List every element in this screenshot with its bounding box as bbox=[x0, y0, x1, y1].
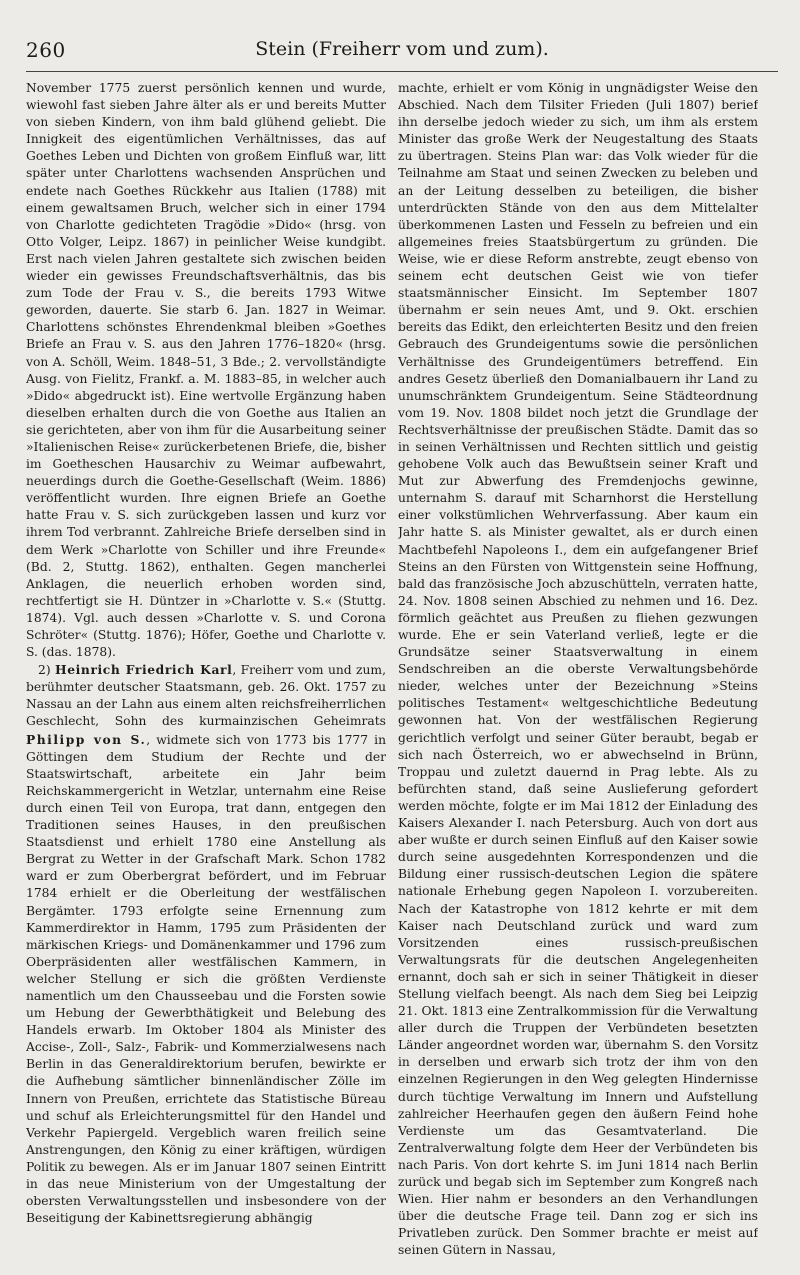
paragraph-heinrich bbox=[26, 661, 386, 1227]
entry-body: , widmete sich von 1773 bis 1777 in Göttingen dem Studium der Rechte und der Staatswirtschaft, arbeitete ein Jahr beim Reichskammergericht in Wetzlar, unternahm eine Reise durch einen Teil von Europa, trat dann, entgegen den Traditionen seines Hauses, in den preußischen Staatsdienst und erhielt 1780 eine Anstellung als Bergrat zu Wetter in der Grafschaft Mark. Schon 1782 ward er zum Oberbergrat befördert, und im Februar 1784 erhielt er die Oberleitung der westfälischen Bergämter. 1793 erfolgte seine Ernennung zum Kammerdirektor in Hamm, 1795 zum Präsidenten der märkischen Kriegs- und Domänenkammer und 1796 zum Oberpräsidenten aller westfälischen Kammern, in welcher Stellung er sich die größten Verdienste namentlich um den Chausseebau und die Forsten sowie um Hebung der Gewerbthätigkeit und Belebung des Handels erwarb. Im Oktober 1804 als Minister des Accise-, Zoll-, Salz-, Fabrik- und Kommerzialwesens nach Berlin in das Generaldirektorium berufen, bewirkte er die Aufhebung sämtlicher binnenländischer Zölle im Innern von Preußen, errichtete das Statistische Büreau und schuf als Erleichterungsmittel für den Handel und Verkehr Papiergeld. Vergeblich waren freilich seine Anstrengungen, den König zu einer kräftigen, würdigen Politik zu bewegen. Als er im Januar 1807 seinen Eintritt in das neue Ministerium von der Umgestaltung der obersten Verwaltungsstellen und insbesondere von der Beseitigung der Kabinettsregierung abhängig bbox=[26, 732, 386, 1226]
right-column bbox=[398, 80, 758, 1260]
page-number: 260 bbox=[26, 38, 66, 62]
running-head: Stein (Freiherr vom und zum). bbox=[255, 38, 549, 60]
father-name: Philipp von S. bbox=[26, 731, 147, 747]
entry-lemma: Heinrich Friedrich Karl bbox=[55, 662, 233, 678]
entry-intro: , Freiherr vom und zum, berühmter deutscher Staatsmann, geb. 26. Okt. 1757 zu Nassau an der Lahn aus einem alten reichsfreiherrlichen Geschlecht, Sohn des kurmainzischen Geheimrats bbox=[26, 663, 386, 729]
page-header bbox=[26, 38, 778, 68]
left-column bbox=[26, 80, 386, 1260]
entry-number: 2) bbox=[38, 663, 51, 678]
header-rule bbox=[26, 71, 778, 72]
paragraph-charlotte: November 1775 zuerst persönlich kennen und wurde, wiewohl fast sieben Jahre älter als er und bereits Mutter von sieben Kindern, von ihm bald glühend geliebt. Die Innigkeit des eigentümlichen Verhältnisses, das auf Goethes Leben und Dichten von großem Einfluß war, litt später unter Charlottens wachsenden Ansprüchen und endete nach Goethes Rückkehr aus Italien (1788) mit einem gewaltsamen Bruch, welcher sich in einer 1794 von Charlotte gedichteten Tragödie »Dido« (hrsg. von Otto Volger, Leipz. 1867) in peinlicher Weise kundgibt. Erst nach vielen Jahren gestaltete sich zwischen beiden wieder ein gewisses Freundschaftsverhältnis, das bis zum Tode der Frau v. S., die bereits 1793 Witwe geworden, dauerte. Sie starb 6. Jan. 1827 in Weimar. Charlottens schönstes Ehrendenkmal bleiben »Goethes Briefe an Frau v. S. aus den Jahren 1776–1820« (hrsg. von A. Schöll, Weim. 1848–51, 3 Bde.; 2. vervollständigte Ausg. von Fielitz, Frankf. a. M. 1883–85, in welcher auch »Dido« abgedruckt ist). Eine wertvolle Ergänzung haben dieselben erhalten durch die von Goethe aus Italien an sie gerichteten, aber von ihm für die Ausarbeitung seiner »Italienischen Reise« zurückerbetenen Briefe, die, bisher im Goetheschen Hausarchiv zu Weimar aufbewahrt, neuerdings durch die Goethe-Gesellschaft (Weim. 1886) veröffentlicht wurden. Ihre eignen Briefe an Goethe hatte Frau v. S. sich zurückgeben lassen und kurz vor ihrem Tod verbrannt. Zahlreiche Briefe derselben sind in dem Werk »Charlotte von Schiller und ihre Freunde« (Bd. 2, Stuttg. 1862), enthalten. Gegen mancherlei Anklagen, die neuerlich erhoben worden sind, rechtfertigt sie H. Düntzer in »Charlotte v. S.« (Stuttg. 1874). Vgl. auch dessen »Charlotte v. S. und Corona Schröter« (Stuttg. 1876); Höfer, Goethe und Charlotte v. S. (das. 1878). bbox=[26, 81, 386, 660]
paragraph-continuation: machte, erhielt er vom König in ungnädigster Weise den Abschied. Nach dem Tilsiter Frieden (Juli 1807) berief ihn derselbe jedoch wieder zu sich, um ihm als erstem Minister das große Werk der Neugestaltung des Staats zu übertragen. Steins Plan war: das Volk wieder für die Teilnahme am Staat und seinen Zwecken zu beleben und an der Leitung desselben zu beteiligen, die bisher unterdrückten Stände von den aus dem Mittelalter überkommenen Lasten und Fesseln zu befreien und ein allgemeines freies Staatsbürgertum zu gründen. Die Weise, wie er diese Reform anstrebte, zeugt ebenso von seinem echt deutschen Geist wie von tiefer staatsmännischer Einsicht. Im September 1807 übernahm er sein neues Amt, und 9. Okt. erschien bereits das Edikt, den erleichterten Besitz und den freien Gebrauch des Grundeigentums sowie die persönlichen Verhältnisse des Grundeigentümers betreffend. Ein andres Gesetz überließ den Domanialbauern ihr Land zu unumschränktem Grundeigentum. Seine Städteordnung vom 19. Nov. 1808 bildet noch jetzt die Grundlage der Rechtsverhältnisse der preußischen Städte. Damit das so in seinen Verhältnissen und Rechten sittlich und geistig gehobene Volk auch das Bewußtsein seiner Kraft und Mut zur Abwerfung des Fremdenjochs gewinne, unternahm S. darauf mit Scharnhorst die Herstellung einer volkstümlichen Wehrverfassung. Aber kaum ein Jahr hatte S. als Minister gewaltet, als er durch einen Machtbefehl Napoleons I., dem ein aufgefangener Brief Steins an den Fürsten von Wittgenstein seine Hoffnung, bald das französische Joch abzuschütteln, verraten hatte, 24. Nov. 1808 seinen Abschied zu nehmen und 16. Dez. förmlich geächtet aus Preußen zu fliehen gezwungen wurde. Ehe er sein Vaterland verließ, legte er die Grundsätze seiner Staatsverwaltung in einem Sendschreiben an die oberste Verwaltungsbehörde nieder, welches unter der Bezeichnung »Steins politisches Testament« weltgeschichtliche Bedeutung gewonnen hat. Von der westfälischen Regierung gerichtlich verfolgt und seiner Güter beraubt, begab er sich nach Österreich, wo er abwechselnd in Brünn, Troppau und zuletzt dauernd in Prag lebte. Als zu befürchten stand, daß seine Auslieferung gefordert werden möchte, folgte er im Mai 1812 der Einladung des Kaisers Alexander I. nach Petersburg. Auch von dort aus aber wußte er durch seinen Einfluß auf den Kaiser sowie durch seine ausgedehnten Korrespondenzen und die Bildung einer russisch-deutschen Legion die spätere nationale Erhebung gegen Napoleon I. vorzubereiten. Nach der Katastrophe von 1812 kehrte er mit dem Kaiser nach Deutschland zurück und ward zum Vorsitzenden eines russisch-preußischen Verwaltungsrats für die deutschen Angelegenheiten ernannt, doch sah er sich in seiner Thätigkeit in dieser Stellung vielfach beengt. Als nach dem Sieg bei Leipzig 21. Okt. 1813 eine Zentralkommission für die Verwaltung aller durch die Truppen der Verbündeten besetzten Länder angeordnet worden war, übernahm S. den Vorsitz in derselben und erwarb sich trotz der ihm von den einzelnen Regierungen in den Weg gelegten Hindernisse durch tüchtige Verwaltung im Innern und Aufstellung zahlreicher Heerhaufen gegen den äußern Feind hohe Verdienste um das Gesamtvaterland. Die Zentralverwaltung folgte dem Heer der Verbündeten bis nach Paris. Von dort kehrte S. im Juni 1814 nach Berlin zurück und begab sich im September zum Kongreß nach Wien. Hier nahm er besonders an den Verhandlungen über die deutsche Frage teil. Dann zog er sich ins Privatleben zurück. Den Sommer brachte er meist auf seinen Gütern in Nassau, bbox=[398, 81, 758, 1258]
